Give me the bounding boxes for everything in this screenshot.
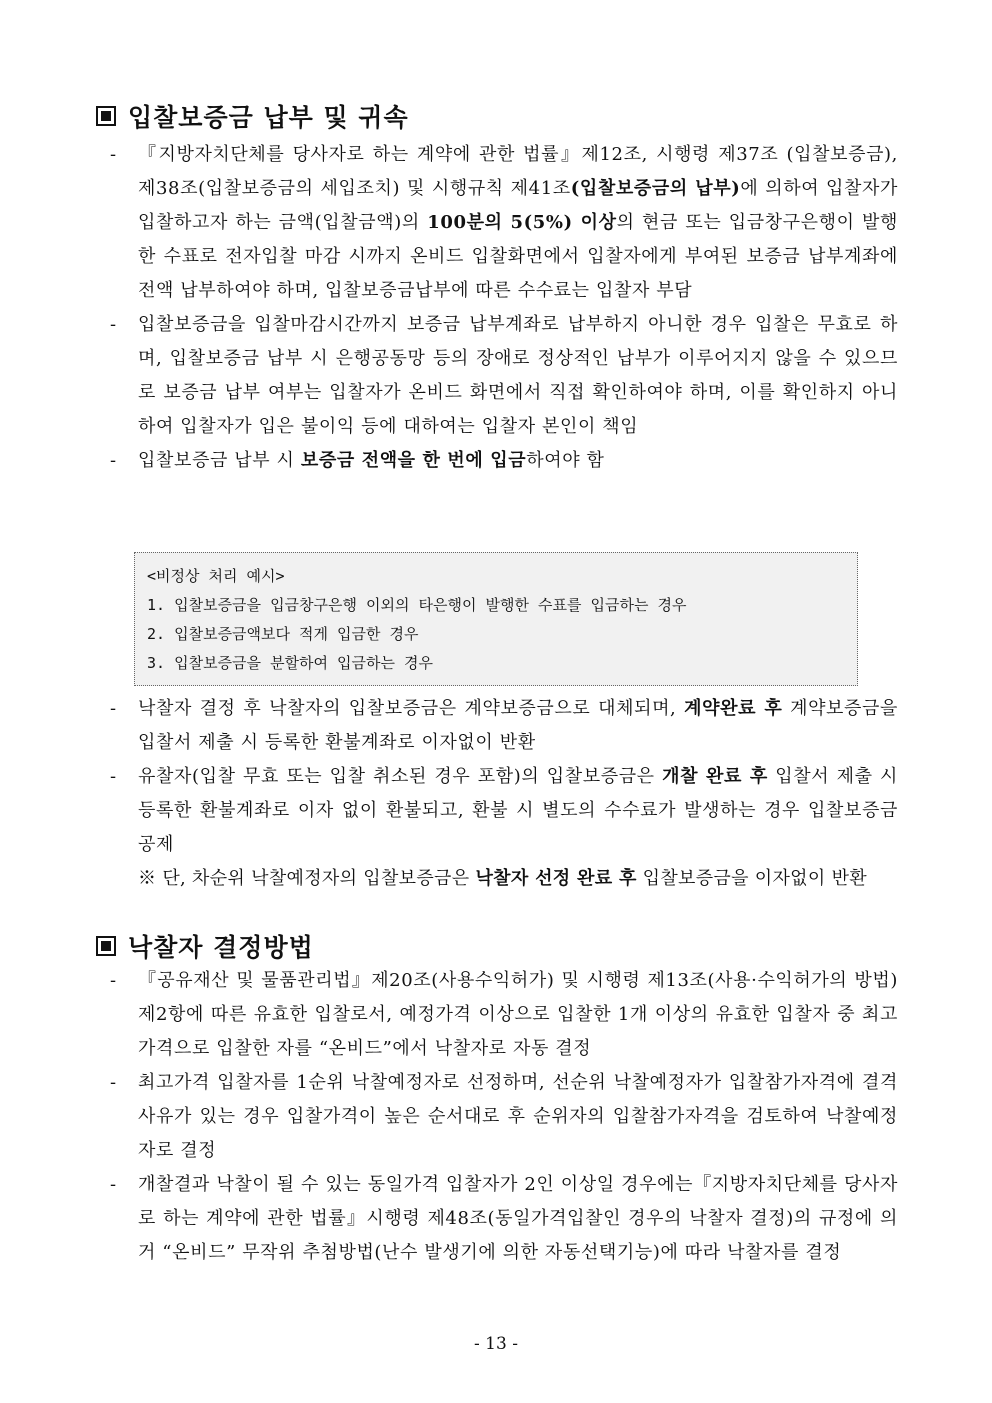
winner-method-list: [110, 964, 898, 1270]
bullet-text: [138, 692, 898, 760]
text-span: 개찰결과 낙찰이 될 수 있는 동일가격 입찰자가 2인 이상일 경우에는『지방자치단체를 당사자로 하는 계약에 관한 법률』시행령 제48조(동일가격입찰인 경우의 낙찰자 결정)의 규정에 의거 “온비드” 무작위 추첨방법(난수 발생기에 의한 자동선택기능)에 따라 낙찰자를 결정: [138, 1174, 898, 1263]
bold-text: 낙찰자 선정 완료 후: [475, 868, 637, 889]
bullet-text: [138, 760, 898, 862]
bullet-item: [110, 138, 898, 308]
bold-text: 계약완료 후: [684, 698, 783, 719]
page-number: - 13 -: [474, 1334, 518, 1354]
text-span: 『공유재산 및 물품관리법』제20조(사용수익허가) 및 시행령 제13조(사용·수익허가의 방법) 제2항에 따른 유효한 입찰로서, 예정가격 이상으로 입찰한 1개 이상의 유효한 입찰자 중 최고가격으로 입찰한 자를 “온비드”에서 낙찰자로 자동 결정: [138, 970, 898, 1059]
dash-bullet: -: [110, 766, 117, 787]
bid-deposit-refund-list: [110, 692, 898, 896]
text-span: 에 의하여 입찰자가 입찰하고자 하는 금액(입찰금액)의: [138, 178, 899, 233]
bid-deposit-list: [110, 138, 898, 478]
bullet-item: [110, 1066, 898, 1168]
bullet-text: [138, 138, 898, 308]
section-title-text: 낙찰자 결정방법: [128, 933, 314, 962]
bullet-item: [110, 964, 898, 1066]
text-span: 유찰자(입찰 무효 또는 입찰 취소된 경우 포함)의 입찰보증금은: [138, 766, 663, 787]
bold-text: 100분의 5(5%) 이상: [427, 212, 617, 233]
bold-text: 개찰 완료 후: [662, 766, 768, 787]
box-line: 1. 입찰보증금을 입금창구은행 이외의 타은행이 발행한 수표를 입금하는 경우: [147, 596, 687, 614]
dash-bullet: -: [110, 1072, 117, 1093]
text-span: 입찰서 제출 시 등록한 환불계좌로 이자 없이 환불되고, 환불 시 별도의 수수료가 발생하는 경우 입찰보증금 공제: [138, 766, 898, 855]
bullet-text: [138, 1168, 898, 1270]
text-span: 하여야 함: [526, 450, 605, 471]
bullet-text: [138, 444, 898, 478]
dash-bullet: -: [110, 144, 117, 165]
bullet-item: [110, 692, 898, 760]
bullet-item: [110, 760, 898, 862]
text-span: 계약보증금을 입찰서 제출 시 등록한 환불계좌로 이자없이 반환: [138, 698, 899, 753]
section-title-winner-method: [96, 928, 314, 964]
dash-bullet: -: [110, 970, 117, 991]
note-line: [110, 862, 898, 896]
section-title-bid-deposit: [96, 98, 409, 134]
section-title-text: 입찰보증금 납부 및 귀속: [128, 103, 409, 132]
box-line: 3. 입찰보증금을 분할하여 입금하는 경우: [147, 654, 434, 672]
abnormal-examples-box: [134, 552, 858, 686]
bold-text: (입찰보증금의 납부): [570, 178, 741, 199]
text-span: 낙찰자 결정 후 낙찰자의 입찰보증금은 계약보증금으로 대체되며,: [138, 698, 685, 719]
bold-text: 보증금 전액을 한 번에 입금: [300, 450, 527, 471]
square-bullet-icon: [96, 936, 116, 956]
bullet-item: [110, 1168, 898, 1270]
text-span: 의 현금 또는 입금창구은행이 발행한 수표로 전자입찰 마감 시까지 온비드 입찰화면에서 입찰자에게 부여된 보증금 납부계좌에 전액 납부하여야 하며, 입찰보증금납부에 따른 수수료는 입찰자 부담: [138, 212, 898, 301]
dash-bullet: -: [110, 450, 117, 471]
text-span: 최고가격 입찰자를 1순위 낙찰예정자로 선정하며, 선순위 낙찰예정자가 입찰참가자격에 결격사유가 있는 경우 입찰가격이 높은 순서대로 후 순위자의 입찰참가자격을 검토하여 낙찰예정자로 결정: [138, 1072, 898, 1161]
text-span: ※ 단, 차순위 낙찰예정자의 입찰보증금은: [138, 868, 476, 889]
text-span: 입찰보증금을 이자없이 반환: [636, 868, 867, 889]
bullet-text: [138, 1066, 898, 1168]
dash-bullet: -: [110, 698, 117, 719]
bullet-item: [110, 444, 898, 478]
square-bullet-icon: [96, 106, 116, 126]
box-line: 2. 입찰보증금액보다 적게 입금한 경우: [147, 625, 419, 643]
bullet-text: [138, 308, 898, 444]
text-span: 입찰보증금을 입찰마감시간까지 보증금 납부계좌로 납부하지 아니한 경우 입찰은 무효로 하며, 입찰보증금 납부 시 은행공동망 등의 장애로 정상적인 납부가 이루어지지 않을 수 있으므로 보증금 납부 여부는 입찰자가 온비드 화면에서 직접 확인하여야 하며, 이를 확인하지 아니하여 입찰자가 입은 불이익 등에 대하여는 입찰자 본인이 책임: [138, 314, 898, 437]
box-title: <비정상 처리 예시>: [147, 567, 285, 585]
dash-bullet: -: [110, 1174, 117, 1195]
bullet-text: [138, 964, 898, 1066]
text-span: 『지방자치단체를 당사자로 하는 계약에 관한 법률』제12조, 시행령 제37조 (입찰보증금), 제38조(입찰보증금의 세입조치) 및 시행규칙 제41조: [138, 144, 898, 199]
text-span: 입찰보증금 납부 시: [138, 450, 301, 471]
bullet-item: [110, 308, 898, 444]
dash-bullet: -: [110, 314, 117, 335]
